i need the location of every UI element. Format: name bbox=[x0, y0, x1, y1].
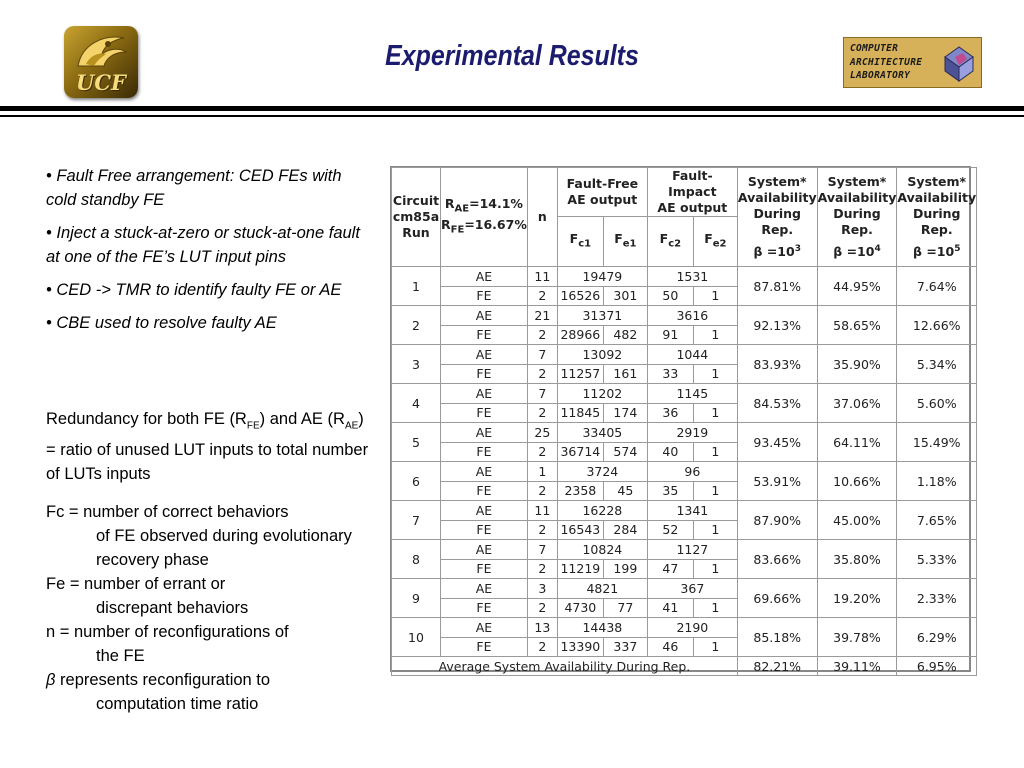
availability-1e5: 15.49% bbox=[897, 423, 977, 462]
fc2-value: 52 bbox=[647, 520, 693, 540]
bullet-item: • CED -> TMR to identify faulty FE or AE bbox=[46, 281, 342, 299]
fault-free-ae-output: 3724 bbox=[557, 462, 647, 482]
availability-1e3: 87.90% bbox=[737, 501, 817, 540]
run-number: 10 bbox=[392, 618, 441, 657]
run-number: 7 bbox=[392, 501, 441, 540]
reconfig-count: 25 bbox=[527, 423, 557, 443]
bullet-text: CED -> TMR to identify faulty FE or AE bbox=[56, 281, 342, 299]
table-row-ae bbox=[392, 462, 977, 482]
header-n: n bbox=[527, 168, 557, 267]
reconfig-count: 2 bbox=[527, 403, 557, 423]
fe2-value: 1 bbox=[693, 481, 737, 501]
fc-definition: Fc = number of correct behaviors bbox=[46, 503, 289, 522]
fc2-value: 35 bbox=[647, 481, 693, 501]
reconfig-count: 11 bbox=[527, 501, 557, 521]
row-type-label: AE bbox=[441, 579, 528, 599]
results-table bbox=[391, 167, 977, 676]
fc1-value: 36714 bbox=[557, 442, 603, 462]
row-type-label: FE bbox=[441, 325, 528, 345]
availability-1e5: 1.18% bbox=[897, 462, 977, 501]
run-number: 9 bbox=[392, 579, 441, 618]
fc2-value: 50 bbox=[647, 286, 693, 306]
row-type-label: AE bbox=[441, 618, 528, 638]
fe2-value: 1 bbox=[693, 442, 737, 462]
cal-logo-line: LABORATORY bbox=[850, 70, 911, 81]
reconfig-count: 7 bbox=[527, 384, 557, 404]
reconfig-count: 2 bbox=[527, 559, 557, 579]
fc1-value: 16543 bbox=[557, 520, 603, 540]
header-fault-impact: Fault-Impact AE output bbox=[647, 168, 737, 217]
cal-logo-line: ARCHITECTURE bbox=[850, 56, 923, 68]
availability-1e5: 7.65% bbox=[897, 501, 977, 540]
reconfig-count: 2 bbox=[527, 286, 557, 306]
fault-impact-ae-output: 1127 bbox=[647, 540, 737, 560]
header-fc1: $F_{c1}$ bbox=[557, 217, 603, 267]
availability-1e3: 87.81% bbox=[737, 267, 817, 306]
availability-1e5: 7.64% bbox=[897, 267, 977, 306]
ucf-logo-text: UCF bbox=[76, 70, 126, 95]
row-type-label: FE bbox=[441, 442, 528, 462]
availability-1e4: 58.65% bbox=[817, 306, 897, 345]
header-availability-1e4: System* Availability During Rep. $\beta =10^4$ bbox=[817, 168, 897, 267]
redundancy-note: Redundancy for both FE $(R_{FE})$ and AE $(R_{AE})$ = ratio of unused LUT inputs to total number of LUTs inputs bbox=[46, 410, 369, 484]
availability-1e3: 93.45% bbox=[737, 423, 817, 462]
fe1-value: 161 bbox=[603, 364, 647, 384]
row-type-label: AE bbox=[441, 384, 528, 404]
availability-1e4: 19.20% bbox=[817, 579, 897, 618]
table-row-ae bbox=[392, 501, 977, 521]
row-type-label: AE bbox=[441, 306, 528, 326]
run-number: 1 bbox=[392, 267, 441, 306]
reconfig-count: 21 bbox=[527, 306, 557, 326]
availability-1e5: 5.34% bbox=[897, 345, 977, 384]
availability-1e4: 45.00% bbox=[817, 501, 897, 540]
row-type-label: AE bbox=[441, 345, 528, 365]
reconfig-count: 2 bbox=[527, 442, 557, 462]
availability-1e4: 10.66% bbox=[817, 462, 897, 501]
fc2-value: 47 bbox=[647, 559, 693, 579]
fault-free-ae-output: 10824 bbox=[557, 540, 647, 560]
fault-free-ae-output: 4821 bbox=[557, 579, 647, 599]
reconfig-count: 2 bbox=[527, 364, 557, 384]
bullet-text: CBE used to resolve faulty AE bbox=[56, 314, 277, 332]
table-row-ae bbox=[392, 423, 977, 443]
bullet-item: • CBE used to resolve faulty AE bbox=[46, 314, 277, 332]
fc1-value: 13390 bbox=[557, 637, 603, 657]
availability-1e4: 39.78% bbox=[817, 618, 897, 657]
average-availability-1e4: 39.11% bbox=[817, 657, 897, 676]
beta-definition-cont: computation time ratio bbox=[96, 695, 259, 714]
header-availability-1e5: System* Availability During Rep. $\beta =10^5$ bbox=[897, 168, 977, 267]
availability-1e5: 6.29% bbox=[897, 618, 977, 657]
table-row-ae bbox=[392, 579, 977, 599]
availability-1e4: 64.11% bbox=[817, 423, 897, 462]
availability-1e3: 69.66% bbox=[737, 579, 817, 618]
average-row bbox=[392, 657, 977, 676]
fc1-value: 11257 bbox=[557, 364, 603, 384]
reconfig-count: 1 bbox=[527, 462, 557, 482]
header-fe1: $F_{e1}$ bbox=[603, 217, 647, 267]
fault-free-ae-output: 31371 bbox=[557, 306, 647, 326]
fe1-value: 482 bbox=[603, 325, 647, 345]
row-type-label: FE bbox=[441, 364, 528, 384]
run-number: 2 bbox=[392, 306, 441, 345]
reconfig-count: 3 bbox=[527, 579, 557, 599]
availability-1e4: 37.06% bbox=[817, 384, 897, 423]
row-type-label: FE bbox=[441, 481, 528, 501]
fe1-value: 301 bbox=[603, 286, 647, 306]
reconfig-count: 11 bbox=[527, 267, 557, 287]
fault-free-ae-output: 14438 bbox=[557, 618, 647, 638]
row-type-label: AE bbox=[441, 462, 528, 482]
bullet-item: • Inject a stuck-at-zero or stuck-at-one fault at one of the FE’s LUT input pins bbox=[46, 224, 360, 266]
definitions bbox=[46, 407, 376, 716]
run-number: 4 bbox=[392, 384, 441, 423]
availability-1e3: 84.53% bbox=[737, 384, 817, 423]
reconfig-count: 7 bbox=[527, 540, 557, 560]
fault-impact-ae-output: 367 bbox=[647, 579, 737, 599]
availability-1e4: 44.95% bbox=[817, 267, 897, 306]
fc2-value: 41 bbox=[647, 598, 693, 618]
n-definition-cont: the FE bbox=[96, 647, 145, 666]
fc1-value: 2358 bbox=[557, 481, 603, 501]
row-type-label: AE bbox=[441, 267, 528, 287]
beta-definition: β represents reconfiguration to bbox=[46, 671, 271, 690]
fe1-value: 174 bbox=[603, 403, 647, 423]
fault-impact-ae-output: 96 bbox=[647, 462, 737, 482]
fc2-value: 46 bbox=[647, 637, 693, 657]
fe1-value: 574 bbox=[603, 442, 647, 462]
availability-1e3: 92.13% bbox=[737, 306, 817, 345]
header-rule-thin bbox=[0, 115, 1024, 117]
run-number: 5 bbox=[392, 423, 441, 462]
fault-free-ae-output: 11202 bbox=[557, 384, 647, 404]
run-number: 3 bbox=[392, 345, 441, 384]
fe1-value: 199 bbox=[603, 559, 647, 579]
fault-free-ae-output: 13092 bbox=[557, 345, 647, 365]
reconfig-count: 2 bbox=[527, 325, 557, 345]
run-number: 6 bbox=[392, 462, 441, 501]
fe1-value: 45 bbox=[603, 481, 647, 501]
fault-impact-ae-output: 1145 bbox=[647, 384, 737, 404]
fault-impact-ae-output: 1044 bbox=[647, 345, 737, 365]
fe1-value: 77 bbox=[603, 598, 647, 618]
fault-impact-ae-output: 2190 bbox=[647, 618, 737, 638]
average-availability-1e3: 82.21% bbox=[737, 657, 817, 676]
fc2-value: 36 bbox=[647, 403, 693, 423]
header-fc2: $F_{c2}$ bbox=[647, 217, 693, 267]
reconfig-count: 2 bbox=[527, 520, 557, 540]
availability-1e4: 35.90% bbox=[817, 345, 897, 384]
fe1-value: 284 bbox=[603, 520, 647, 540]
fault-impact-ae-output: 1341 bbox=[647, 501, 737, 521]
row-type-label: FE bbox=[441, 286, 528, 306]
fe2-value: 1 bbox=[693, 637, 737, 657]
availability-1e3: 83.93% bbox=[737, 345, 817, 384]
row-type-label: AE bbox=[441, 423, 528, 443]
reconfig-count: 2 bbox=[527, 598, 557, 618]
availability-1e5: 5.33% bbox=[897, 540, 977, 579]
availability-1e4: 35.80% bbox=[817, 540, 897, 579]
reconfig-count: 13 bbox=[527, 618, 557, 638]
cal-logo-text bbox=[850, 42, 922, 83]
bullet-text: Inject a stuck-at-zero or stuck-at-one fault at one of the FE’s LUT input pins bbox=[46, 224, 360, 266]
fault-free-ae-output: 19479 bbox=[557, 267, 647, 287]
fe2-value: 1 bbox=[693, 286, 737, 306]
bullet-item: • Fault Free arrangement: CED FEs with cold standby FE bbox=[46, 167, 342, 209]
fc1-value: 16526 bbox=[557, 286, 603, 306]
table-row-ae bbox=[392, 345, 977, 365]
reconfig-count: 7 bbox=[527, 345, 557, 365]
fc2-value: 40 bbox=[647, 442, 693, 462]
average-availability-1e5: 6.95% bbox=[897, 657, 977, 676]
row-type-label: AE bbox=[441, 540, 528, 560]
bullet-text: Fault Free arrangement: CED FEs with cold standby FE bbox=[46, 167, 342, 209]
run-number: 8 bbox=[392, 540, 441, 579]
table-row-ae bbox=[392, 306, 977, 326]
page-title: Experimental Results bbox=[385, 40, 639, 72]
fc-definition-cont: of FE observed during evolutionary recovery phase bbox=[96, 527, 352, 570]
fe2-value: 1 bbox=[693, 598, 737, 618]
fc2-value: 91 bbox=[647, 325, 693, 345]
fe2-value: 1 bbox=[693, 559, 737, 579]
availability-1e3: 85.18% bbox=[737, 618, 817, 657]
header-availability-1e3: System* Availability During Rep. $\beta =10^3$ bbox=[737, 168, 817, 267]
cal-logo-line: COMPUTER bbox=[850, 43, 899, 54]
row-type-label: FE bbox=[441, 637, 528, 657]
table-row-ae bbox=[392, 540, 977, 560]
fe2-value: 1 bbox=[693, 403, 737, 423]
header-rule bbox=[0, 106, 1024, 111]
table-row-ae bbox=[392, 384, 977, 404]
fe-definition-cont: discrepant behaviors bbox=[96, 599, 249, 618]
fc1-value: 11845 bbox=[557, 403, 603, 423]
fe-definition: Fe = number of errant or bbox=[46, 575, 226, 594]
row-type-label: AE bbox=[441, 501, 528, 521]
availability-1e5: 2.33% bbox=[897, 579, 977, 618]
fe2-value: 1 bbox=[693, 325, 737, 345]
availability-1e3: 53.91% bbox=[737, 462, 817, 501]
availability-1e5: 12.66% bbox=[897, 306, 977, 345]
fc1-value: 4730 bbox=[557, 598, 603, 618]
fault-impact-ae-output: 1531 bbox=[647, 267, 737, 287]
fault-impact-ae-output: 2919 bbox=[647, 423, 737, 443]
fault-free-ae-output: 16228 bbox=[557, 501, 647, 521]
table-body bbox=[392, 267, 977, 657]
cal-logo bbox=[843, 37, 982, 88]
bullet-list bbox=[46, 164, 368, 344]
fault-impact-ae-output: 3616 bbox=[647, 306, 737, 326]
fe1-value: 337 bbox=[603, 637, 647, 657]
fault-free-ae-output: 33405 bbox=[557, 423, 647, 443]
fc1-value: 11219 bbox=[557, 559, 603, 579]
row-type-label: FE bbox=[441, 559, 528, 579]
table-row-ae bbox=[392, 618, 977, 638]
header-fe2: $F_{e2}$ bbox=[693, 217, 737, 267]
average-label: Average System Availability During Rep. bbox=[392, 657, 738, 676]
header-redundancy: $R_{AE}=14.1\%$ $R_{FE}=16.67\%$ bbox=[441, 168, 528, 267]
reconfig-count: 2 bbox=[527, 637, 557, 657]
fc1-value: 28966 bbox=[557, 325, 603, 345]
header-circuit-run: Circuit cm85a Run bbox=[392, 168, 441, 267]
row-type-label: FE bbox=[441, 598, 528, 618]
n-definition: n = number of reconfigurations of bbox=[46, 623, 289, 642]
row-type-label: FE bbox=[441, 520, 528, 540]
fc2-value: 33 bbox=[647, 364, 693, 384]
row-type-label: FE bbox=[441, 403, 528, 423]
availability-1e5: 5.60% bbox=[897, 384, 977, 423]
reconfig-count: 2 bbox=[527, 481, 557, 501]
fe2-value: 1 bbox=[693, 364, 737, 384]
cube-icon bbox=[941, 43, 977, 83]
availability-1e3: 83.66% bbox=[737, 540, 817, 579]
table-row-ae bbox=[392, 267, 977, 287]
header-fault-free: Fault-Free AE output bbox=[557, 168, 647, 217]
fe2-value: 1 bbox=[693, 520, 737, 540]
